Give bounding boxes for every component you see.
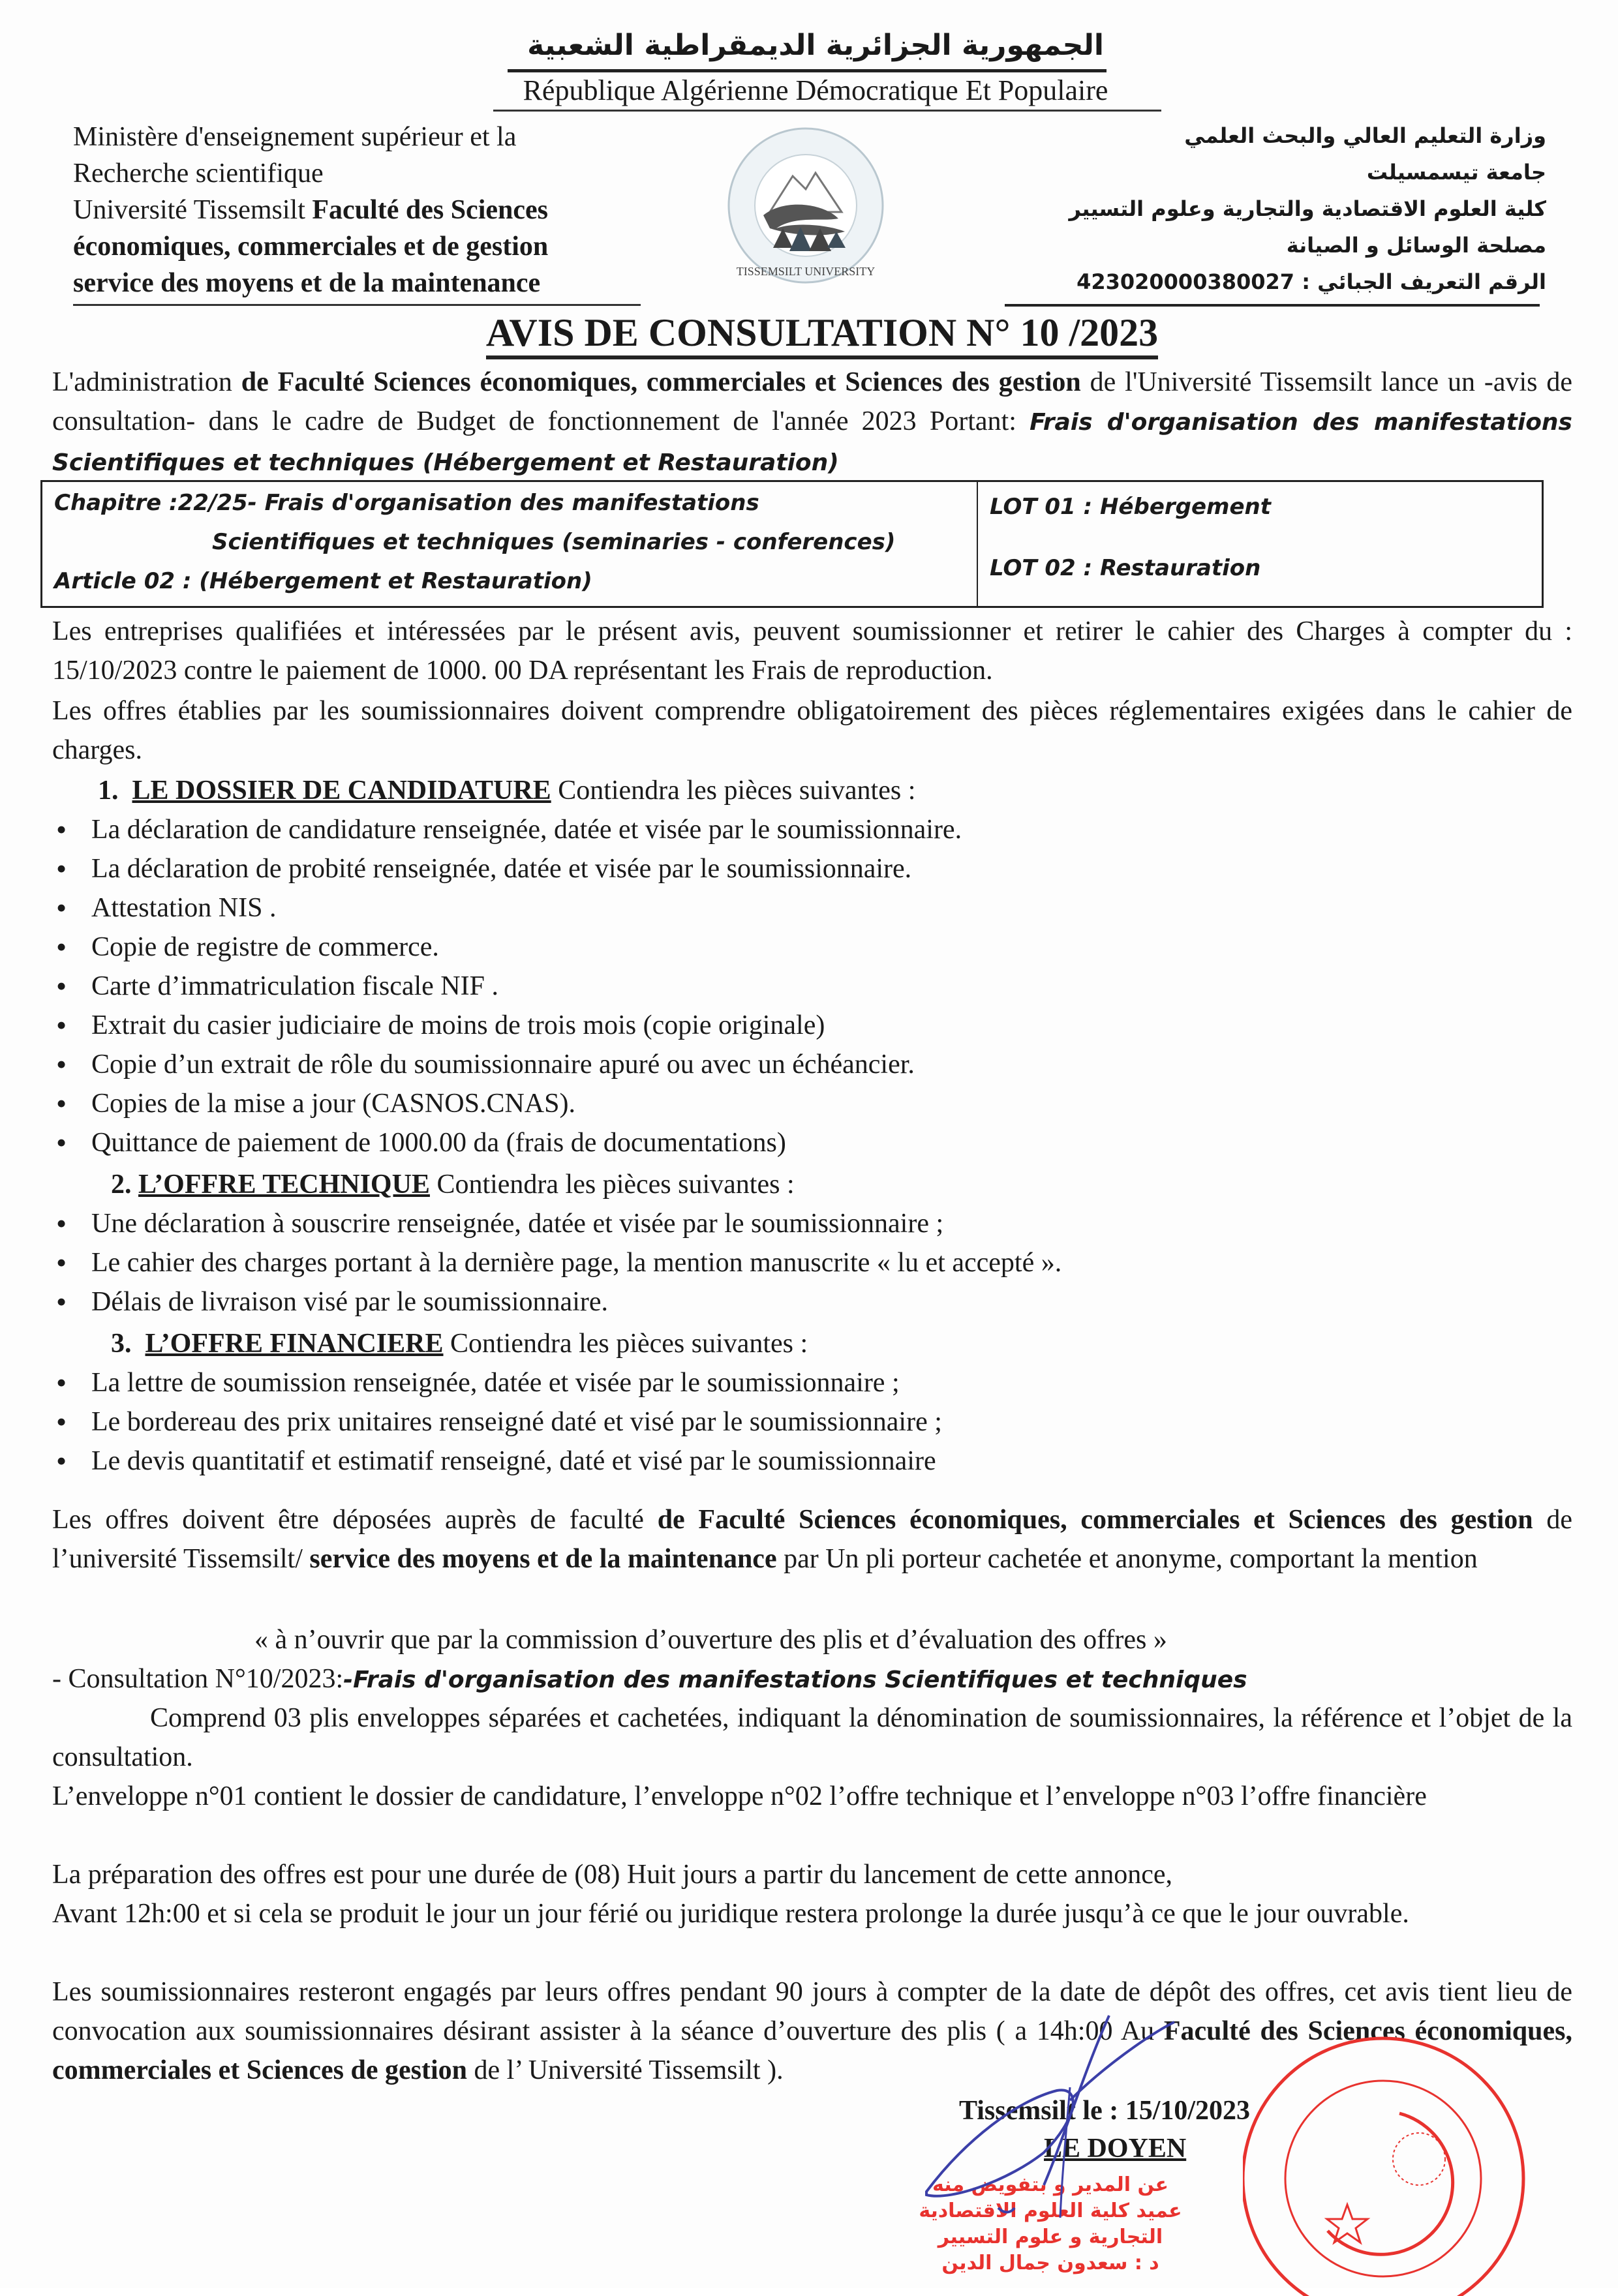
deposit-faculty: de Faculté Sciences économiques, commerciales et Sciences des gestion <box>657 1505 1533 1535</box>
validity-faculty: Faculté des Sciences économiques, commerciales et Sciences de gestion <box>52 2016 1573 2085</box>
signatory-role: LE DOYEN <box>1044 2134 1187 2164</box>
tax-id-number: 423020000380027 <box>1076 269 1295 294</box>
intro-subject: Frais d'organisation des manifestations Scientifiques et techniques (Hébergement et Restauration) <box>52 409 1572 476</box>
technique-list <box>52 1204 1061 1322</box>
french-republic-title: République Algérienne Démocratique Et Populaire <box>523 74 1108 106</box>
envelopes-paragraph: Comprend 03 plis enveloppes séparées et cachetées, indiquant la dénomination de soumissionnaires, la référence et l’objet de la consultation. <box>52 1703 1572 1772</box>
notice-title-text: AVIS DE CONSULTATION N° 10 /2023 <box>486 311 1158 359</box>
service-arabic: مصلحة الوسائل و الصيانة <box>1286 233 1546 258</box>
university-logo-icon <box>724 124 887 287</box>
list-item: • Le cahier des charges portant à la dernière page, la mention manuscrite « lu et accepté ». <box>52 1243 1061 1282</box>
section-title: L’OFFRE FINANCIERE <box>145 1329 444 1359</box>
list-item: • Extrait du casier judiciaire de moins de trois mois (copie originale) <box>52 1006 962 1045</box>
intro-text-c: de l'Université Tissemsilt lance un -avis de consultation- dans le cadre de Budget de fonctionnement de l'année 2023 Portant: <box>52 367 1572 436</box>
lot-01: LOT 01 : Hébergement <box>990 494 1271 520</box>
header-left-block <box>73 119 699 301</box>
section-suffix: Contiendra les pièces suivantes : <box>551 776 916 806</box>
ministry-line-1: Ministère d'enseignement supérieur et la <box>73 122 517 152</box>
article-line: Article 02 : (Hébergement et Restauration) <box>54 568 592 594</box>
deposit-paragraph <box>52 1500 1572 1578</box>
header-right-rule <box>1005 304 1540 307</box>
lot-table <box>40 480 1544 608</box>
section-financiere-heading <box>111 1324 808 1363</box>
stamp-line: التجارية و علوم التسيير <box>938 2226 1163 2248</box>
list-item: • Le bordereau des prix unitaires renseigné daté et visé par le soumissionnaire ; <box>52 1402 942 1442</box>
consultation-reference <box>52 1659 1247 1700</box>
list-item: • La déclaration de candidature renseignée, datée et visée par le soumissionnaire. <box>52 810 962 849</box>
lots-cell <box>978 482 1542 606</box>
lot-02: LOT 02 : Restauration <box>990 555 1261 581</box>
logo-text: TISSEMSILT UNIVERSITY <box>736 265 876 278</box>
header-right-block <box>939 117 1546 300</box>
validity-text-a: Les soumissionnaires resteront engagés par leurs offres pendant 90 jours à compter de la date de dépôt des offres, cet avis tient lieu de convocation aux soumissionnaires désirant assister à la séance d’ouverture des plis ( a 14h:00 Au <box>52 1977 1572 2046</box>
list-item: • Attestation NIS . <box>52 888 962 928</box>
financiere-list <box>52 1363 942 1481</box>
chapter-cell <box>42 482 978 606</box>
list-item: • Le devis quantitatif et estimatif renseigné, daté et visé par le soumissionnaire <box>52 1442 942 1481</box>
list-item: • Délais de livraison visé par le soumissionnaire. <box>52 1282 1061 1322</box>
deposit-service: service des moyens et de la maintenance <box>309 1544 777 1574</box>
section-candidature-heading <box>98 771 915 810</box>
conditions-paragraph-1: Les entreprises qualifiées et intéressées par le présent avis, peuvent soumissionner et retirer le cahier des Charges à compter du : 15/10/2023 contre le paiement de 1000. 00 DA représentant les Frais de reproduction. <box>52 616 1572 686</box>
envelopes-detail: L’enveloppe n°01 contient le dossier de candidature, l’enveloppe n°02 l’offre technique et l’enveloppe n°03 l’offre financière <box>52 1781 1427 1811</box>
tax-id-line <box>939 264 1546 300</box>
list-item: • Copie de registre de commerce. <box>52 928 962 967</box>
service-line: service des moyens et de la maintenance <box>73 268 541 298</box>
tax-id-label: الرقم التعريف الجبائي : <box>1302 269 1546 294</box>
faculty-line: économiques, commerciales et de gestion <box>73 232 549 262</box>
section-suffix: Contiendra les pièces suivantes : <box>429 1170 795 1200</box>
section-suffix: Contiendra les pièces suivantes : <box>443 1329 808 1359</box>
list-item: • Copie d’un extrait de rôle du soumissionnaire apuré ou avec un échéancier. <box>52 1045 962 1084</box>
ministry-line-2: Recherche scientifique <box>73 159 324 189</box>
chapter-line-1: Chapitre :22/25- Frais d'organisation des manifestations <box>54 490 759 516</box>
list-item: • Copies de la mise a jour (CASNOS.CNAS). <box>52 1084 962 1123</box>
envelope-mention: « à n’ouvrir que par la commission d’ouverture des plis et d’évaluation des offres » <box>254 1625 1167 1655</box>
deadline-paragraph: Avant 12h:00 et si cela se produit le jour un jour férié ou juridique restera prolonge la durée jusqu’à ce que le jour ouvrable. <box>52 1899 1409 1929</box>
list-item: • Quittance de paiement de 1000.00 da (frais de documentations) <box>52 1123 962 1162</box>
section-title: L’OFFRE TECHNIQUE <box>138 1170 430 1200</box>
official-seal-icon <box>1243 2016 1608 2296</box>
preparation-duration: La préparation des offres est pour une durée de (08) Huit jours a partir du lancement de cette annonce, <box>52 1860 1173 1890</box>
header-left-rule <box>73 304 641 306</box>
consultation-title: -Frais d'organisation des manifestations Scientifiques et techniques <box>343 1667 1247 1693</box>
deposit-text-a: Les offres doivent être déposées auprès de faculté <box>52 1505 658 1535</box>
dean-name-stamp <box>868 2172 1233 2283</box>
stamp-line: د : سعدون جمال الدين <box>941 2252 1159 2274</box>
conditions-paragraph-2: Les offres établies par les soumissionnaires doivent comprendre obligatoirement des pièces réglementaires exigées dans le cahier de charges. <box>52 696 1572 765</box>
intro-faculty: de Faculté Sciences économiques, commerciales et Sciences des gestion <box>241 367 1081 397</box>
arabic-republic-title: الجمهورية الجزائرية الديمقراطية الشعبية <box>527 29 1104 62</box>
section-number: 3. <box>111 1329 132 1359</box>
title-underline <box>508 69 1107 72</box>
faculty-name: Faculté des Sciences <box>312 195 548 225</box>
section-number: 1. <box>98 776 119 806</box>
list-item: • Carte d’immatriculation fiscale NIF . <box>52 967 962 1006</box>
place-date: Tissemsilt le : 15/10/2023 <box>959 2096 1251 2126</box>
list-item: • Une déclaration à souscrire renseignée, datée et visée par le soumissionnaire ; <box>52 1204 1061 1243</box>
consultation-prefix: - Consultation N°10/2023: <box>52 1664 344 1694</box>
university-arabic: جامعة تيسمسيلت <box>1366 160 1546 185</box>
intro-paragraph <box>52 363 1572 483</box>
section-title: LE DOSSIER DE CANDIDATURE <box>132 776 551 806</box>
validity-text-c: de l’ Université Tissemsilt ). <box>467 2055 784 2085</box>
university-name: Université Tissemsilt <box>73 195 313 225</box>
candidature-list <box>52 810 962 1162</box>
republic-underline <box>493 110 1161 112</box>
deposit-text-e: par Un pli porteur cachetée et anonyme, comportant la mention <box>776 1544 1478 1574</box>
deposit-text-c: de l’université Tissemsilt/ <box>52 1505 1572 1574</box>
stamp-line: عميد كلية العلوم الاقتصادية <box>919 2199 1182 2222</box>
list-item: • La déclaration de probité renseignée, datée et visée par le soumissionnaire. <box>52 849 962 888</box>
chapter-line-2: Scientifiques et techniques (seminaries - conferences) <box>212 529 896 555</box>
section-number: 2. <box>111 1170 132 1200</box>
intro-text-a: L'administration <box>52 367 241 397</box>
university-line <box>73 192 699 228</box>
section-technique-heading <box>111 1165 795 1204</box>
list-item: • La lettre de soumission renseignée, datée et visée par le soumissionnaire ; <box>52 1363 942 1402</box>
stamp-line: عن المدير و بتفويض منه <box>932 2173 1168 2196</box>
notice-title <box>352 309 1292 356</box>
ministry-arabic: وزارة التعليم العالي والبحث العلمي <box>1184 123 1546 148</box>
faculty-arabic: كلية العلوم الاقتصادية والتجارية وعلوم التسيير <box>1069 196 1546 221</box>
